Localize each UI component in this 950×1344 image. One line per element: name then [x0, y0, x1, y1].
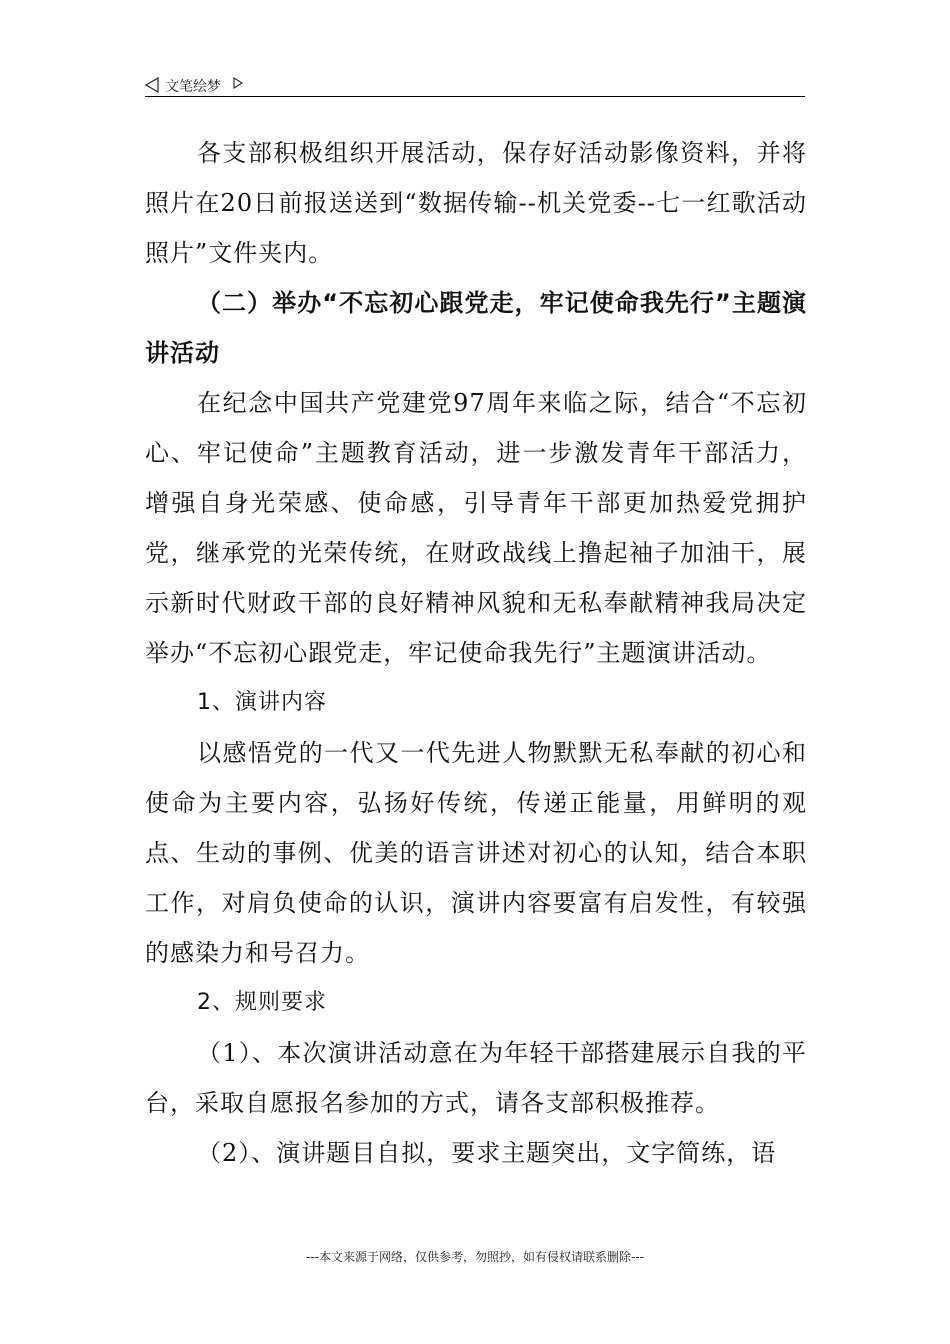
paragraph-content: 以感悟党的一代又一代先进人物默默无私奉献的初心和使命为主要内容，弘扬好传统，传递正能量，用鲜明的观点、生动的事例、优美的语言讲述对初心的认知，结合本职工作，对肩负使命的认识，演讲内容要富有启发性，有较强的感染力和号召力。 — [145, 739, 807, 967]
header-rule — [145, 96, 805, 97]
subheading-rules: 2、规则要求 — [197, 990, 327, 1015]
document-body — [145, 128, 807, 1178]
paragraph-rule-1: （1）、本次演讲活动意在为年轻干部搭建展示自我的平台，采取自愿报名参加的方式，请各支部积极推荐。 — [145, 1039, 807, 1117]
paragraph-rule-2: （2）、演讲题目自拟，要求主题突出，文字简练，语 — [197, 1139, 777, 1167]
triangle-right-icon — [233, 77, 243, 89]
section-heading-speech: （二）举办“不忘初心跟党走，牢记使命我先行”主题演讲活动 — [145, 289, 807, 367]
paragraph-speech-intro: 在纪念中国共产党建党97周年来临之际，结合“不忘初心、牢记使命”主题教育活动，进一步激发青年干部活力，增强自身光荣感、使命感，引导青年干部更加热爱党拥护党，继承党的光荣传统，在财政战线上撸起袖子加油干，展示新时代财政干部的良好精神风貌和无私奉献精神我局决定举办“不忘初心跟党走，牢记使命我先行”主题演讲活动。 — [145, 389, 807, 667]
page-header — [145, 74, 805, 98]
paragraph-photos: 各支部积极组织开展活动，保存好活动影像资料，并将照片在20日前报送送到“数据传输--机关党委--七一红歌活动照片”文件夹内。 — [145, 139, 807, 267]
footer-disclaimer: ---本文来源于网络，仅供参考，勿照抄，如有侵权请联系删除--- — [306, 1250, 644, 1264]
header-title: 文笔绘梦 — [165, 79, 221, 95]
subheading-content: 1、演讲内容 — [197, 690, 327, 715]
triangle-left-icon — [145, 77, 159, 93]
